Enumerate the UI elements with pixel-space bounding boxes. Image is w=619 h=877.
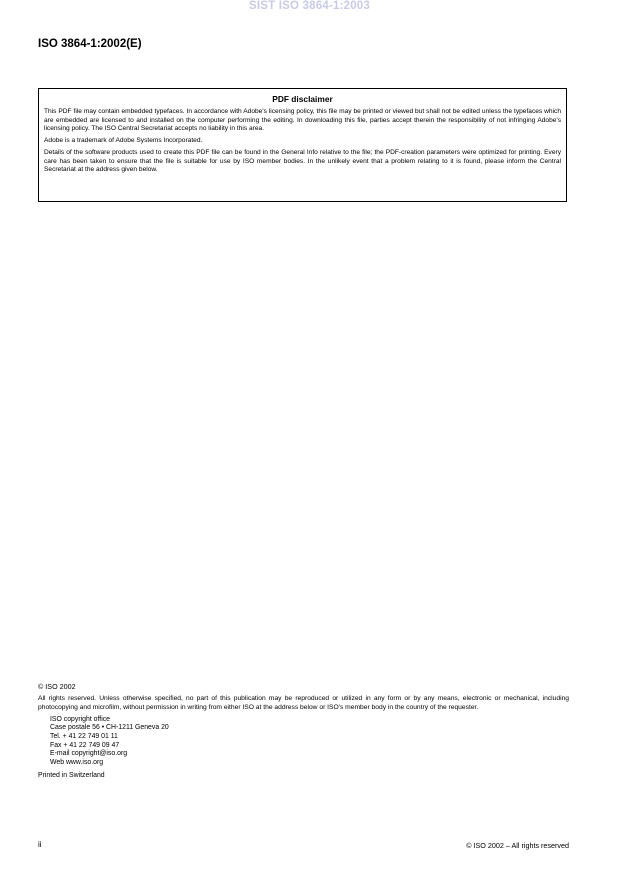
address-line: Web www.iso.org [50,759,104,767]
address-line: Tel. + 41 22 749 01 11 [50,733,118,740]
footer-rights: © ISO 2002 – All rights reserved [466,841,569,850]
document-code: ISO 3864-1:2002(E) [38,38,142,50]
address-line: E-mail copyright@iso.org [50,750,128,758]
address-line: Fax + 41 22 749 09 47 [50,741,120,749]
disclaimer-paragraph: This PDF file may contain embedded typefaces. In accordance with Adobe's licensing policy, this file may be printed or viewed but shall not be edited unless the typefaces which are embedded are licensed to and installed on the computer performing the editing. In downloading this file, parties accept therein the responsibility of not infringing Adobe's licensing policy. The ISO Central Secretariat accepts no liability in this area. [44,108,561,133]
copyright-block [38,682,569,779]
page-number: ii [38,840,42,849]
pdf-disclaimer-box [38,88,567,202]
printed-in: Printed in Switzerland [38,771,105,779]
iso-address [38,716,569,768]
disclaimer-paragraph: Adobe is a trademark of Adobe Systems Incorporated. [44,137,203,145]
copyright-line: © ISO 2002 [38,682,76,691]
watermark: SIST ISO 3864-1:2003 [249,0,370,12]
disclaimer-paragraph: Details of the software products used to create this PDF file can be found in the General Info relative to the file; the PDF-creation parameters were optimized for printing. Every care has been taken to ensure that the file is suitable for use by ISO member bodies. In the unlikely event that a problem relating to it is found, please inform the Central Secretariat at the address given below. [44,148,561,174]
disclaimer-title: PDF disclaimer [272,94,333,104]
address-line: Case postale 56 • CH-1211 Geneva 20 [50,724,169,732]
rights-statement: All rights reserved. Unless otherwise specified, no part of this publication may be reproduced or utilized in any form or by any means, electronic or mechanical, including photocopying and microfilm, without permission in writing from either ISO at the address below or ISO's member body in the country of the requester. [38,695,569,711]
address-line: ISO copyright office [50,715,111,723]
